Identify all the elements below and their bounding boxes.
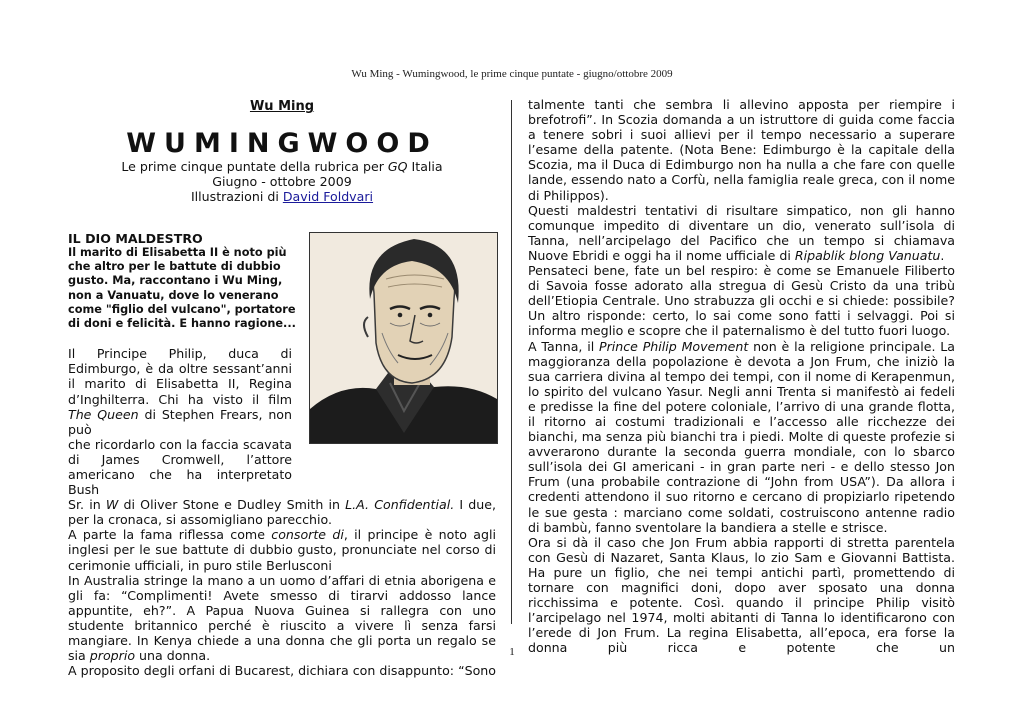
section-title: IL DIO MALDESTRO	[68, 231, 203, 246]
paragraph-text: Questi maldestri tentativi di risultare simpatico, non gli hanno comunque impedito di diventare un dio, venerato sull’isola di Tanna, nell’arcipelago del Pacifico che un tempo si chiamava Nuove Ebridi e oggi ha il nome ufficiale di	[528, 202, 955, 263]
page-number: 1	[509, 646, 515, 658]
lead-line: di doni e felicità. E hanno ragione...	[68, 317, 296, 331]
paragraph-text: I due, per la cronaca, si assomigliano parecchio.	[68, 497, 496, 528]
paragraph-text: di Oliver Stone e Dudley Smith in	[118, 497, 346, 513]
paragraph-text: A parte la fama riflessa come	[68, 527, 272, 543]
narrow-line: di James Cromwell, l’attore	[68, 451, 292, 467]
narrow-line: Edimburgo, è da oltre sessant’anni	[68, 361, 292, 377]
lead-paragraph	[68, 246, 296, 331]
paragraph-text: In Australia stringe la mano a un uomo d’affari di etnia aborigena e gli fa: “Complimenti! Avete smesso di tirarvi addosso lance appuntite, eh?”. A Papua Nuova Guinea si rallegra con uno studente britannico perché è riuscito a vivere lì senza farsi mangiare. In Kenya chiede a una donna che gli porta un regalo se sia	[68, 572, 496, 664]
subtitle-pre: Le prime cinque puntate della rubrica per	[121, 159, 388, 174]
paragraph-text: .	[940, 247, 945, 263]
italic-text: Prince Philip Movement	[599, 338, 749, 354]
column-divider	[511, 100, 512, 624]
narrow-line-text: di Stephen Frears, non può	[68, 406, 292, 437]
paragraph	[528, 339, 955, 535]
subtitle	[68, 159, 496, 174]
portrait-drawing	[310, 233, 497, 443]
paragraph: talmente tanti che sembra li allevino apposta per riempire i brefotrofi”. In Scozia domanda a un istruttore di guida come faccia a tenere sobri i suoi allievi per il tempo necessario a superare l’esame della patente. (Nota Bene: Edimburgo è la capitale della Scozia, ma il Duca di Edimburgo non ha nulla a che fare con quelle lande, essendo nato a Corfù, nella famiglia reale greca, con il nome di Philippos).	[528, 97, 955, 203]
italic-text: consorte di	[271, 527, 344, 543]
paragraph: Pensateci bene, fate un bel respiro: è come se Emanuele Filiberto di Savoia fosse adorato alla stregua di Gesù Cristo da una tribù dell’Etiopia Centrale. Uno strabuzza gli occhi e si chiede: possibile? Un altro risponde: certo, lo sai come sono fatti i selvaggi. Poi si informa meglio e scopre che il paternalismo è del tutto fuori luogo.	[528, 263, 955, 339]
narrow-line: Il Principe Philip, duca di	[68, 346, 292, 362]
running-header: Wu Ming - Wumingwood, le prime cinque puntate - giugno/ottobre 2009	[351, 68, 673, 80]
italic-text: proprio	[89, 648, 136, 664]
paragraph-text: Sr. in	[68, 497, 106, 513]
lead-line: non a Vanuatu, dove lo venerano	[68, 288, 279, 302]
paragraph: Ora si dà il caso che Jon Frum abbia rapporti di stretta parentela con Gesù di Nazaret, Santa Klaus, lo zio Sam e Giovanni Battista. Ha pure un figlio, che nei tempi antichi partì, promettendo di tornare con magnifici doni, dopo aver sposato una donna ricchissima e potente. Così. quando il principe Philip visitò l’arcipelago nel 1974, molti abitanti di Tanna lo identificarono con l’erede di Jon Frum. La regina Elisabetta, all’epoca, era forse la donna più ricca e potente che un	[528, 534, 955, 656]
illustrations-credit	[68, 189, 496, 204]
subtitle-dates: Giugno - ottobre 2009	[212, 174, 352, 189]
paragraph	[68, 527, 496, 572]
paragraph: A proposito degli orfani di Bucarest, dichiara con disappunto: “Sono	[68, 663, 496, 679]
author-name: Wu Ming	[249, 99, 315, 114]
lead-line: come "figlio del vulcano", portatore	[68, 302, 296, 316]
lead-line: gusto. Ma, raccontano i Wu Ming,	[68, 274, 283, 288]
italic-text: L.A. Confidential.	[345, 497, 455, 513]
portrait-illustration	[309, 232, 498, 444]
illustrations-pre: Illustrazioni di	[190, 189, 283, 204]
narrow-line: che ricordarlo con la faccia scavata	[68, 436, 292, 452]
italic-text: Ripablik blong Vanuatu	[794, 247, 941, 263]
paragraph	[528, 203, 955, 263]
paragraph-text: non è la religione principale. La maggioranza della popolazione è devota a Jon Frum, che iniziò la sua carriera divina al tempo dei tempi, con il nome di Kerapenmun, lo spirito del vulcano Yasur. Negli anni Trenta si manifestò ai fedeli e predisse la fine del potere coloniale, l’arrivo di una grande flotta, il ritorno ai costumi tradizionali e l’accesso alle ricchezze dei bianchi, ma senza più bianchi tra i piedi. Molte di queste profezie si avverarono durante la seconda guerra mondiale, con lo sbarco sull’isola dei GI americani - in gran parte neri - e dello stesso Jon Frum (una probabile contrazione di “John from USA”). Da allora i credenti attendono il suo ritorno e cercano di propiziarlo ripetendo le sue gesta : marciano come soldati, costruiscono antenne radio di bambù, fanno sventolare la bandiera a stelle e strisce.	[528, 338, 955, 535]
lead-line: che altro per le battute di dubbio	[68, 260, 281, 274]
intro-paragraph-narrow	[68, 346, 292, 497]
lead-line: Il marito di Elisabetta II è noto più	[68, 246, 287, 259]
document-title: WUMINGWOOD	[126, 128, 438, 159]
narrow-line-text: d’Inghilterra. Chi ha visto il film	[68, 391, 292, 407]
subtitle-post: Italia	[407, 159, 443, 174]
narrow-line: il marito di Elisabetta II, Regina	[68, 376, 292, 392]
paragraph	[68, 497, 496, 527]
film-title-italic: The Queen	[68, 406, 139, 422]
left-column	[68, 97, 496, 678]
narrow-line-with-italic	[68, 392, 292, 437]
illustrator-link[interactable]: David Foldvari	[282, 189, 374, 204]
paragraph-text: , il principe è noto agli inglesi per le sue battute di dubbio gusto, pronunciate nel corso di cerimonie ufficiali, in puro stile Berlusconi	[68, 527, 496, 573]
paragraph-text: una donna.	[135, 648, 211, 664]
subtitle-magazine: GQ	[387, 159, 408, 174]
italic-text: W	[105, 497, 119, 513]
paragraph-text: A Tanna, il	[528, 338, 599, 354]
right-column	[528, 97, 955, 655]
narrow-line: americano che ha interpretato Bush	[68, 466, 292, 498]
